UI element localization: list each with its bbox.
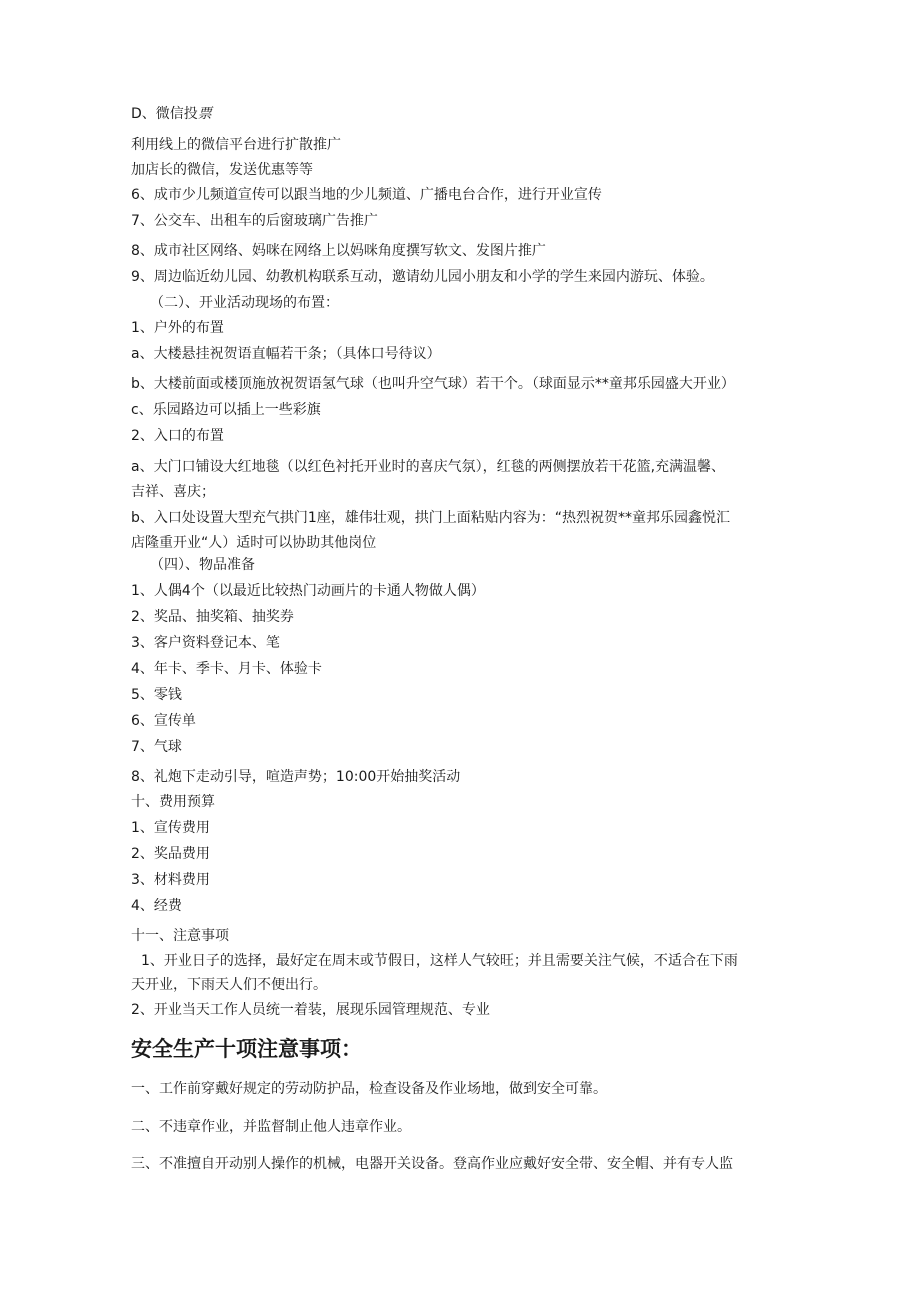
text-line: b、入口处设置大型充气拱门1座，雄伟壮观，拱门上面粘贴内容为：“热烈祝贺**童邦乐园鑫悦汇 xyxy=(131,510,731,526)
section-title: 安全生产十项注意事项： xyxy=(131,1036,362,1061)
text-line: a、大门口铺设大红地毯（以红色衬托开业时的喜庆气氛），红毯的两侧摆放若干花篮,充满温馨、 xyxy=(131,459,726,475)
safety-item: 三、不准擅自开动别人操作的机械，电器开关设备。登高作业应戴好安全带、安全帽、并有专人监 xyxy=(131,1156,733,1172)
text-line: 5、零钱 xyxy=(131,687,182,703)
text-line: 8、成市社区网络、妈咪在网络上以妈咪角度撰写软文、发图片推广 xyxy=(131,243,546,259)
text-line: 天开业，下雨天人们不便出行。 xyxy=(131,977,327,993)
text-line: 1、户外的布置 xyxy=(131,320,224,336)
section-heading: 十一、注意事项 xyxy=(131,928,229,944)
text-line: 3、客户资料登记本、笔 xyxy=(131,635,280,651)
text-line: b、大楼前面或楼顶施放祝贺语氢气球（也叫升空气球）若干个。（球面显示**童邦乐园盛大开业） xyxy=(131,376,735,392)
text-line: 4、年卡、季卡、月卡、体验卡 xyxy=(131,661,322,677)
text-line: 1、宣传费用 xyxy=(131,820,210,836)
text-line: 吉祥、喜庆； xyxy=(131,484,215,500)
text-line: 6、宣传单 xyxy=(131,713,196,729)
text-line: 2、开业当天工作人员统一着装，展现乐园管理规范、专业 xyxy=(131,1002,490,1018)
text-line: 7、气球 xyxy=(131,739,182,755)
text-line: 2、奖品、抽奖箱、抽奖券 xyxy=(131,609,294,625)
text-line: 2、入口的布置 xyxy=(131,428,224,444)
text-line: 加店长的微信，发送优惠等等 xyxy=(131,162,313,178)
subsection-heading: （四）、物品准备 xyxy=(150,557,255,573)
text-line: 店隆重开业“人）适时可以协助其他岗位 xyxy=(131,535,377,551)
safety-item: 二、不违章作业，并监督制止他人违章作业。 xyxy=(131,1119,411,1135)
text-line: c、乐园路边可以插上一些彩旗 xyxy=(131,402,321,418)
text-line: 2、奖品费用 xyxy=(131,846,210,862)
text-line: 7、公交车、出租车的后窗玻璃广告推广 xyxy=(131,213,378,229)
text-line: 1、开业日子的选择，最好定在周末或节假日，这样人气较旺；并且需要关注气候，不适合在下雨 xyxy=(141,953,738,969)
safety-item: 一、工作前穿戴好规定的劳动防护品，检查设备及作业场地，做到安全可靠。 xyxy=(131,1081,607,1097)
text-line: 4、经费 xyxy=(131,898,182,914)
text-line: 1、人偶4个（以最近比较热门动画片的卡通人物做人偶） xyxy=(131,583,485,599)
text-line: 8、礼炮下走动引导，喧造声势；10:00开始抽奖活动 xyxy=(131,769,461,785)
subsection-heading: （二）、开业活动现场的布置： xyxy=(150,295,339,311)
section-heading: 十、费用预算 xyxy=(131,794,215,810)
text-line: 9、周边临近幼儿园、幼教机构联系互动，邀请幼儿园小朋友和小学的学生来园内游玩、体验。 xyxy=(131,269,714,285)
text-line: 利用线上的微信平台进行扩散推广 xyxy=(131,137,341,153)
text-line: 6、成市少儿频道宣传可以跟当地的少儿频道、广播电台合作，进行开业宣传 xyxy=(131,187,602,203)
text-line: 3、材料费用 xyxy=(131,872,210,888)
text-line: D、微信投票 xyxy=(131,106,212,122)
italic-text: 票 xyxy=(197,106,212,122)
text-line: a、大楼悬挂祝贺语直幅若干条；（具体口号待议） xyxy=(131,346,441,362)
